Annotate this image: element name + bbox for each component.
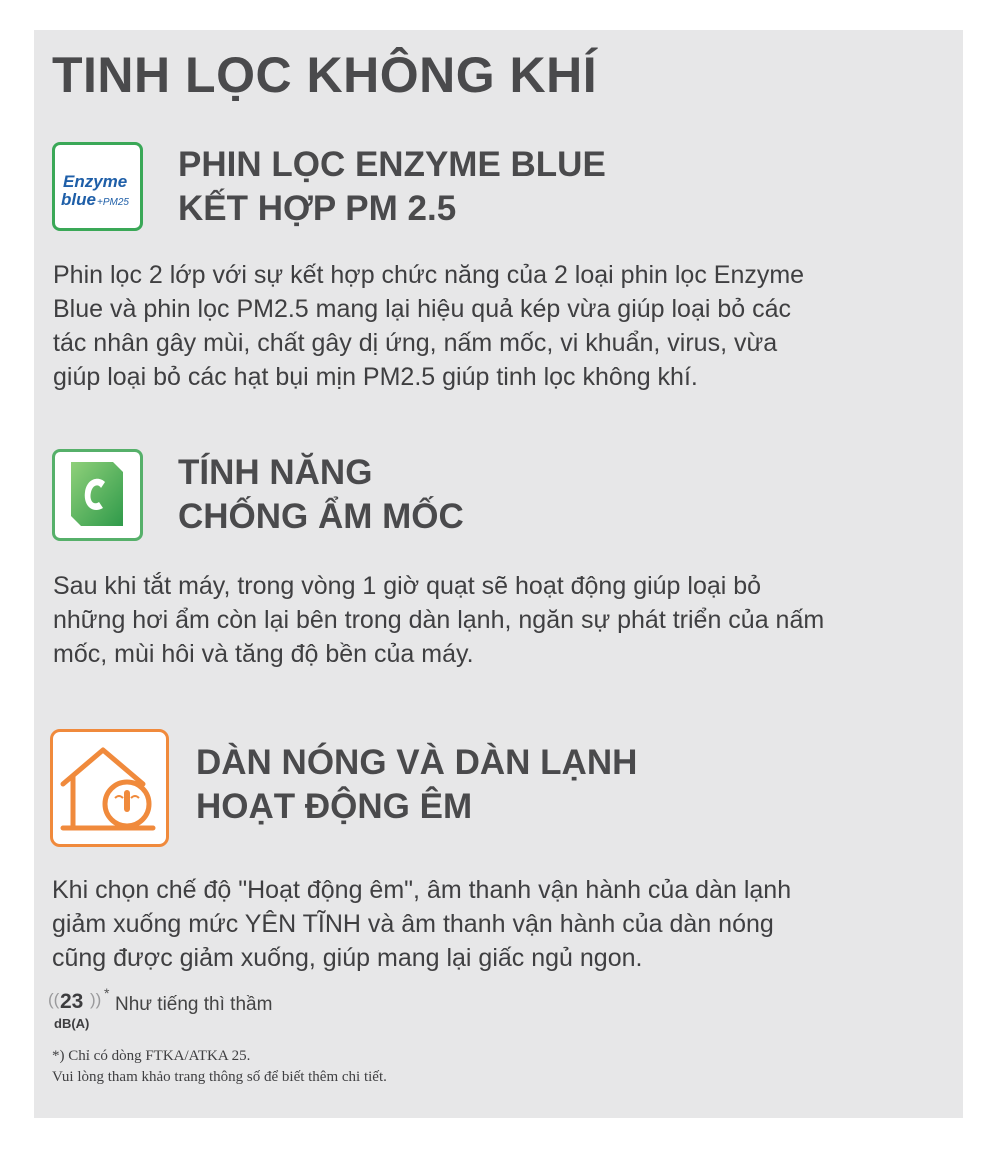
section-body-enzyme bbox=[53, 258, 804, 394]
enzyme-logo-suffix: +PM25 bbox=[97, 197, 129, 208]
sound-wave-right-icon: )) bbox=[90, 990, 102, 1009]
footnote-line: *) Chỉ có dòng FTKA/ATKA 25. bbox=[52, 1048, 251, 1064]
body-line: Sau khi tắt máy, trong vòng 1 giờ quạt sẽ hoạt động giúp loại bỏ bbox=[53, 572, 762, 600]
enzyme-logo-line2: blue bbox=[61, 190, 96, 209]
body-line: Blue và phin lọc PM2.5 mang lại hiệu quả kép vừa giúp loại bỏ các bbox=[53, 295, 792, 323]
noise-description: Như tiếng thì thầm bbox=[115, 994, 273, 1015]
section-title-line: HOẠT ĐỘNG ÊM bbox=[196, 787, 473, 826]
section-title-line: TÍNH NĂNG bbox=[178, 453, 373, 492]
mold-proof-icon bbox=[52, 449, 143, 541]
quiet-house-icon bbox=[50, 729, 169, 847]
footnote-line: Vui lòng tham khảo trang thông số để biết thêm chi tiết. bbox=[52, 1069, 387, 1085]
enzyme-blue-logo bbox=[55, 145, 140, 228]
body-line: tác nhân gây mùi, chất gây dị ứng, nấm mốc, vi khuẩn, virus, vừa bbox=[53, 329, 778, 357]
section-title-enzyme bbox=[178, 143, 606, 231]
sound-wave-left-icon: (( bbox=[48, 990, 60, 1009]
body-line: giảm xuống mức YÊN TĨNH và âm thanh vận hành của dàn nóng bbox=[52, 910, 774, 938]
body-line: những hơi ẩm còn lại bên trong dàn lạnh, ngăn sự phát triển của nấm bbox=[53, 606, 825, 634]
body-line: mốc, mùi hôi và tăng độ bền của máy. bbox=[53, 640, 474, 668]
noise-level-badge bbox=[48, 985, 348, 1036]
section-title-line: CHỐNG ẨM MỐC bbox=[178, 497, 464, 536]
enzyme-blue-pm25-icon bbox=[52, 142, 143, 231]
body-line: cũng được giảm xuống, giúp mang lại giấc ngủ ngon. bbox=[52, 944, 643, 972]
noise-footnote-mark: * bbox=[104, 985, 110, 1001]
noise-value: 23 bbox=[60, 990, 84, 1013]
section-body-mold bbox=[53, 569, 824, 671]
section-title-line: PHIN LỌC ENZYME BLUE bbox=[178, 145, 606, 184]
section-body-quiet bbox=[52, 873, 791, 975]
mold-proof-graphic bbox=[55, 452, 140, 538]
page-title: TINH LỌC KHÔNG KHÍ bbox=[52, 47, 598, 103]
enzyme-logo-line1: Enzyme bbox=[63, 172, 128, 191]
section-title-line: KẾT HỢP PM 2.5 bbox=[178, 189, 457, 228]
section-title-line: DÀN NÓNG VÀ DÀN LẠNH bbox=[196, 743, 638, 782]
section-title-quiet bbox=[196, 741, 637, 829]
footnote bbox=[52, 1046, 387, 1088]
body-line: Phin lọc 2 lớp với sự kết hợp chức năng của 2 loại phin lọc Enzyme bbox=[53, 261, 805, 289]
body-line: giúp loại bỏ các hạt bụi mịn PM2.5 giúp tinh lọc không khí. bbox=[53, 363, 698, 391]
section-title-mold bbox=[178, 451, 464, 539]
quiet-house-graphic bbox=[53, 732, 166, 844]
noise-unit: dB(A) bbox=[54, 1016, 90, 1031]
body-line: Khi chọn chế độ "Hoạt động êm", âm thanh vận hành của dàn lạnh bbox=[52, 876, 792, 904]
